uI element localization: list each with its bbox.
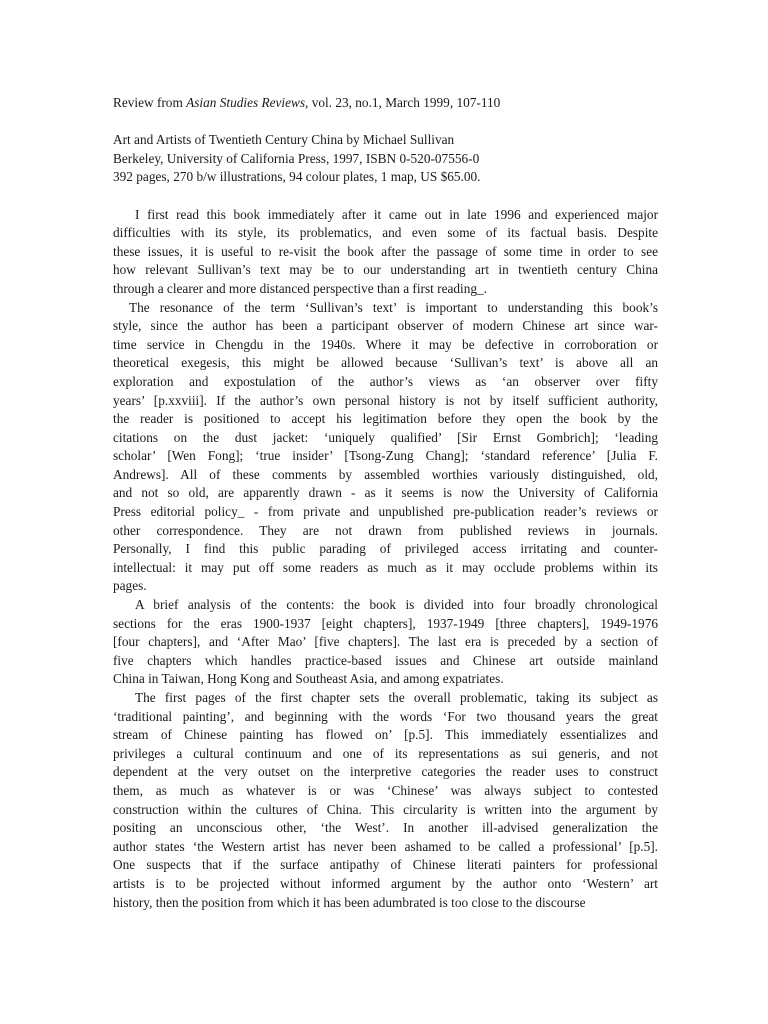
paragraph-line: China in Taiwan, Hong Kong and Southeast Asia, and among expatriates. <box>113 671 504 687</box>
paragraph <box>113 596 658 689</box>
citation-suffix: , vol. 23, no.1, March 1999, 107-110 <box>305 95 501 110</box>
paragraph-line: style, since the author has been a participant observer of modern Chinese art since war- <box>113 318 658 334</box>
paragraph-line: stream of Chinese painting has flowed on’ [p.5]. This immediately essentializes and <box>113 727 658 743</box>
paragraph-line: dependent at the very outset on the interpretive categories the reader uses to construct <box>113 764 658 780</box>
paragraph-line: these issues, it is useful to re-visit the book after the passage of some time in order to see <box>113 243 658 259</box>
paragraph-line: other correspondence. They are not drawn from published reviews in journals. <box>113 522 658 538</box>
paragraph-line: how relevant Sullivan’s text may be to our understanding art in twentieth century China <box>113 262 658 278</box>
paragraph-line: years’ [p.xxviii]. If the author’s own personal history is not by itself sufficient authority, <box>113 392 658 408</box>
paragraph-line: exploration and expostulation of the author’s views as ‘an observer over fifty <box>113 373 658 389</box>
citation-prefix: Review from <box>113 95 187 110</box>
paragraph-line: five chapters which handles practice-based issues and Chinese art outside mainland <box>113 652 658 668</box>
citation-line <box>113 94 658 113</box>
paragraph-line: scholar’ [Wen Fong]; ‘true insider’ [Tsong-Zung Chang]; ‘standard reference’ [Julia F. <box>113 448 658 464</box>
paragraph-line: [four chapters], and ‘After Mao’ [five chapters]. The last era is preceded by a section of <box>113 634 658 650</box>
journal-title: Asian Studies Reviews <box>186 95 306 110</box>
paragraph-line: and not so old, are apparently drawn - as it seems is now the University of California <box>113 485 658 501</box>
paragraph <box>113 299 658 597</box>
paragraph-line: time service in Chengdu in the 1940s. Where it may be defective in corroboration or <box>113 336 658 352</box>
paragraph-line: history, then the position from which it has been adumbrated is too close to the discourse <box>113 894 586 910</box>
paragraph-line: difficulties with its style, its problematics, and even some of its factual basis. Despite <box>113 225 658 241</box>
paragraph-line: construction within the cultures of China. This circularity is written into the argument by <box>113 801 658 817</box>
paragraph-line: artists is to be projected without informed argument by the author onto ‘Western’ art <box>113 875 658 891</box>
book-details <box>113 131 658 187</box>
paragraph-line: privileges a cultural continuum and one of its representations as sui generis, and not <box>113 745 658 761</box>
paragraph-line: ‘traditional painting’, and beginning with the words ‘For two thousand years the great <box>113 708 658 724</box>
paragraph-line: sections for the eras 1900-1937 [eight chapters], 1937-1949 [three chapters], 1949-1976 <box>113 615 658 631</box>
paragraph-line: Andrews]. All of these comments by assembled worthies variously distinguished, old, <box>113 466 658 482</box>
paragraph-line: positing an unconscious other, ‘the West’. In another ill-advised generalization the <box>113 820 658 836</box>
paragraph-line: The resonance of the term ‘Sullivan’s text’ is important to understanding this book’s <box>129 299 658 315</box>
paragraph-line: author states ‘the Western artist has never been ashamed to be called a professional’ [p.5]. <box>113 838 658 854</box>
paragraph-line: citations on the dust jacket: ‘uniquely qualified’ [Sir Ernst Gombrich]; ‘leading <box>113 429 658 445</box>
paragraph-line: A brief analysis of the contents: the book is divided into four broadly chronological <box>135 597 658 613</box>
paragraph <box>113 689 658 912</box>
paragraph-line: Press editorial policy_ - from private and unpublished pre-publication reader’s reviews or <box>113 504 658 520</box>
book-publisher-line: Berkeley, University of California Press, 1997, ISBN 0-520-07556-0 <box>113 150 480 166</box>
paragraph-line: The first pages of the first chapter sets the overall problematic, taking its subject as <box>135 690 658 705</box>
review-body <box>113 206 658 913</box>
book-title-line: Art and Artists of Twentieth Century China by Michael Sullivan <box>113 132 455 148</box>
paragraph-line: Personally, I find this public parading of privileged access irritating and counter- <box>113 541 658 557</box>
paragraph-line: theoretical exegesis, this might be allowed because ‘Sullivan’s text’ is above all an <box>113 355 658 371</box>
paragraph-line: through a clearer and more distanced perspective than a first reading_. <box>113 280 488 296</box>
paragraph-line: One suspects that if the surface antipathy of Chinese literati painters for professional <box>113 857 658 873</box>
review-page <box>113 94 658 912</box>
review-citation <box>113 94 658 113</box>
paragraph-line: them, as much as whatever is or was ‘Chinese’ was always subject to contested <box>113 782 658 798</box>
paragraph-line: the reader is positioned to accept his legitimation before they open the book by the <box>113 411 658 427</box>
paragraph-line: pages. <box>113 578 147 594</box>
paragraph-line: I first read this book immediately after it came out in late 1996 and experienced major <box>135 206 658 222</box>
book-details-line: 392 pages, 270 b/w illustrations, 94 colour plates, 1 map, US $65.00. <box>113 169 481 185</box>
paragraph <box>113 206 658 299</box>
paragraph-line: intellectual: it may put off some readers as much as it may occlude problems within its <box>113 559 658 575</box>
